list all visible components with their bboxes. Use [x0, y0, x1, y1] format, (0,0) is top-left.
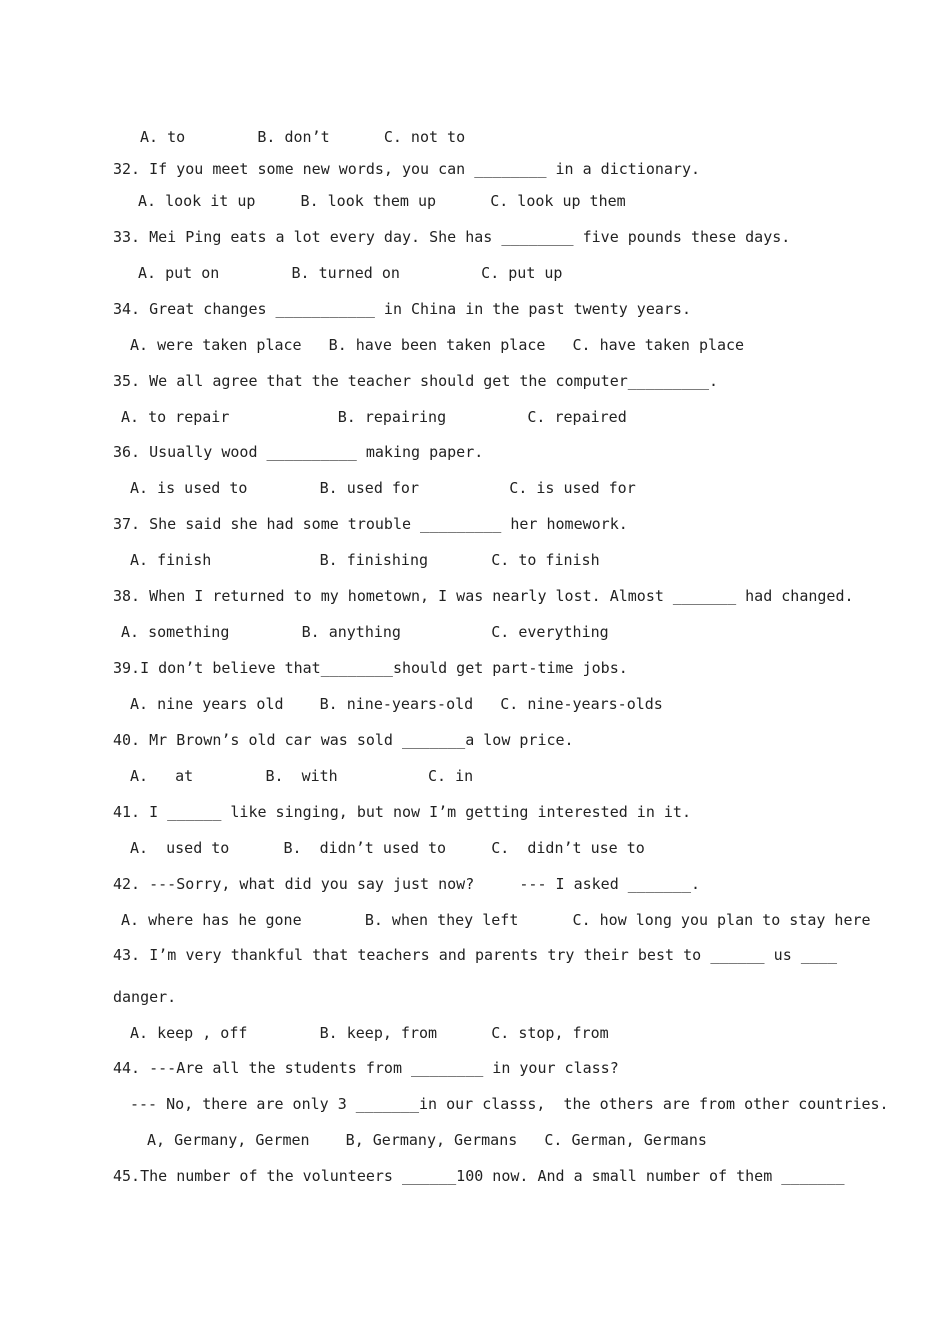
q35-options: A. to repair B. repairing C. repaired [121, 408, 627, 426]
q39-stem: 39.I don’t believe that________should get part-time jobs. [113, 659, 628, 677]
q44-options: A, Germany, Germen B, Germany, Germans C. German, Germans [147, 1131, 707, 1149]
q31-options: A. to B. don’t C. not to [140, 128, 466, 146]
q32-options: A. look it up B. look them up C. look up them [138, 192, 626, 210]
q33-options: A. put on B. turned on C. put up [138, 264, 563, 282]
q41-stem: 41. I ______ like singing, but now I’m getting interested in it. [113, 803, 691, 821]
q45-stem: 45.The number of the volunteers ______100 now. And a small number of them _______ [113, 1167, 845, 1185]
q41-options: A. used to B. didn’t used to C. didn’t use to [130, 839, 645, 857]
q42-stem: 42. ---Sorry, what did you say just now? --- I asked _______. [113, 875, 700, 893]
q44-reply: --- No, there are only 3 _______in our classs, the others are from other countries. [130, 1095, 889, 1113]
q32-stem: 32. If you meet some new words, you can ________ in a dictionary. [113, 160, 700, 178]
q43-stem-continued: danger. [113, 988, 177, 1006]
q43-stem: 43. I’m very thankful that teachers and parents try their best to ______ us ____ [113, 946, 837, 964]
q35-stem: 35. We all agree that the teacher should get the computer_________. [113, 372, 719, 390]
q37-stem: 37. She said she had some trouble _________ her homework. [113, 515, 628, 533]
q37-options: A. finish B. finishing C. to finish [130, 551, 600, 569]
q42-options: A. where has he gone B. when they left C. how long you plan to stay here [121, 911, 871, 929]
q36-stem: 36. Usually wood __________ making paper. [113, 443, 484, 461]
q38-options: A. something B. anything C. everything [121, 623, 609, 641]
q43-options: A. keep , off B. keep, from C. stop, from [130, 1024, 609, 1042]
q38-stem: 38. When I returned to my hometown, I was nearly lost. Almost _______ had changed. [113, 587, 854, 605]
q44-stem: 44. ---Are all the students from ________ in your class? [113, 1059, 619, 1077]
q33-stem: 33. Mei Ping eats a lot every day. She has ________ five pounds these days. [113, 228, 791, 246]
q39-options: A. nine years old B. nine-years-old C. nine-years-olds [130, 695, 663, 713]
q34-options: A. were taken place B. have been taken place C. have taken place [130, 336, 745, 354]
q40-options: A. at B. with C. in [130, 767, 474, 785]
q34-stem: 34. Great changes ___________ in China in the past twenty years. [113, 300, 691, 318]
q40-stem: 40. Mr Brown’s old car was sold _______a low price. [113, 731, 574, 749]
q36-options: A. is used to B. used for C. is used for [130, 479, 636, 497]
